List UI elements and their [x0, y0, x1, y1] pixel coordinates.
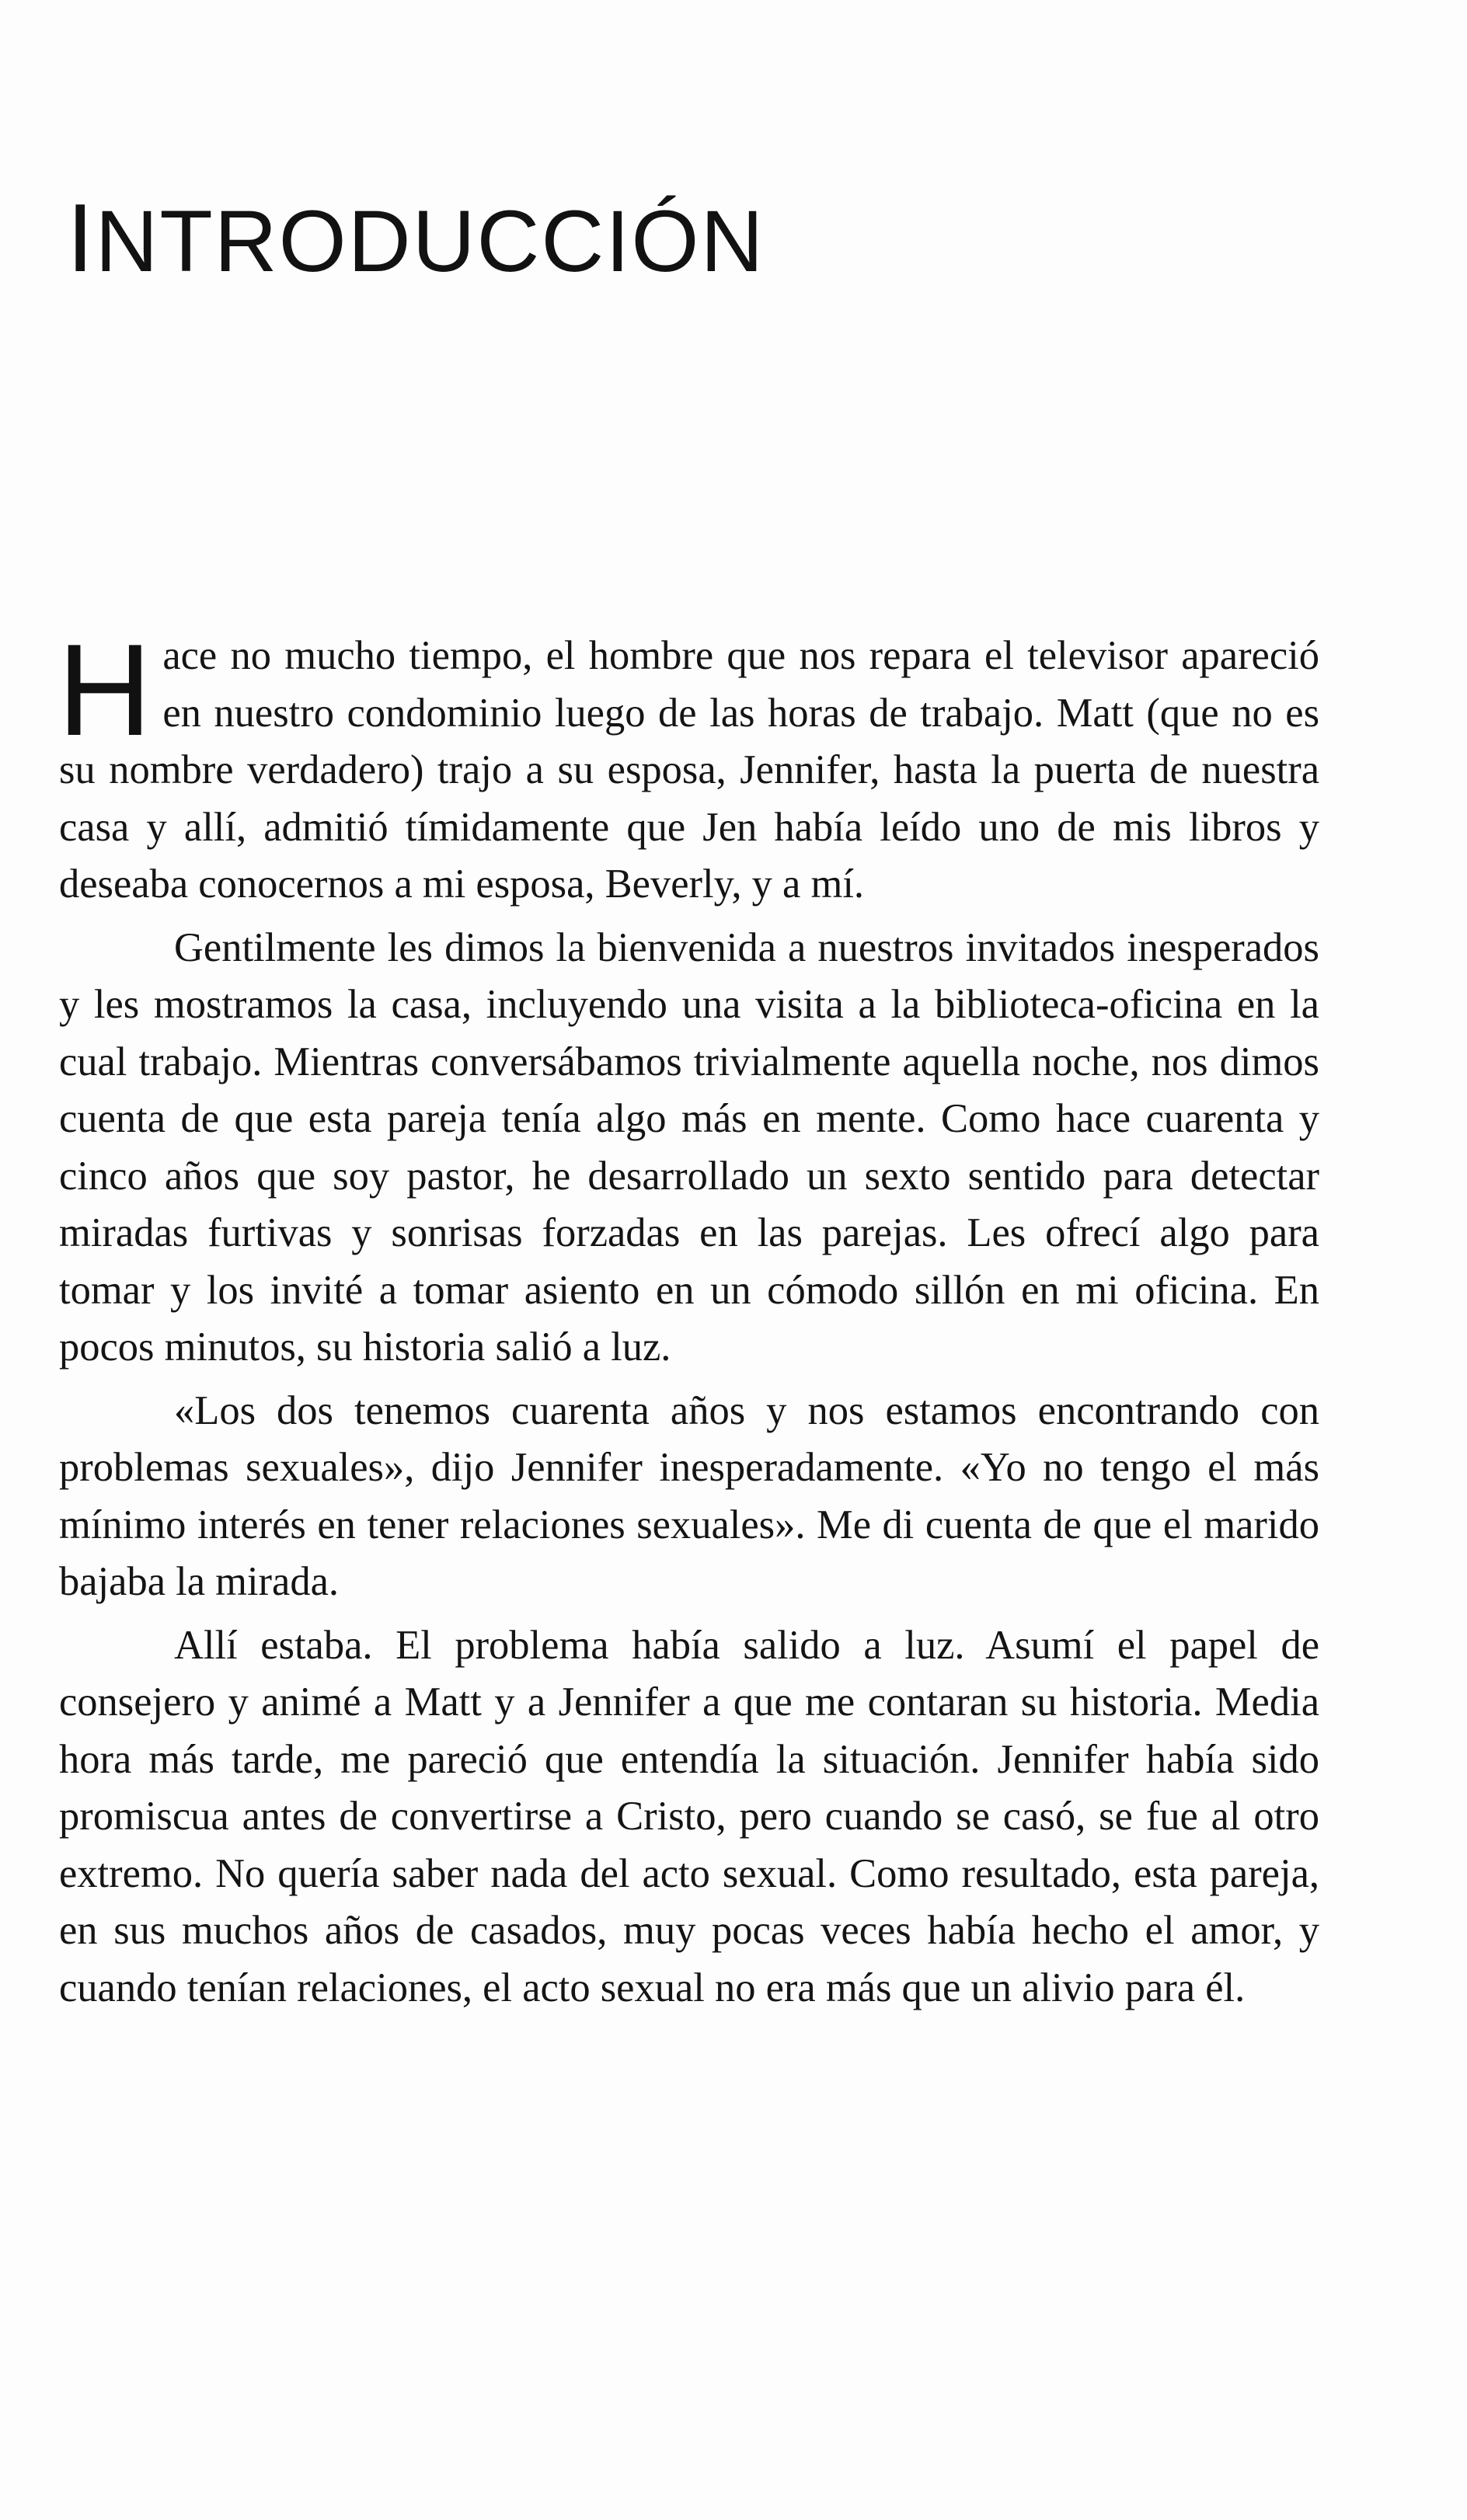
chapter-title-initial: I	[67, 185, 96, 292]
chapter-title-rest: NTRODUCCIÓN	[95, 193, 765, 290]
paragraph-2: Gentilmente les dimos la bienvenida a nuestros invitados inesperados y les mostramos la casa, incluyendo una visita a la biblioteca-oficina en la cual trabajo. Mientras conversábamos trivialmente aquella noche, nos dimos cuenta de que esta pareja tenía algo más en mente. Como hace cuarenta y cinco años que soy pastor, he desarrollado un sexto sentido para detectar miradas furtivas y sonrisas forzadas en las parejas. Les ofrecí algo para tomar y los invité a tomar asiento en un cómodo sillón en mi oficina. En pocos minutos, su historia salió a luz.	[59, 924, 1319, 1370]
paragraph-1-text: ace no mucho tiempo, el hombre que nos repara el televisor apareció en nuestro condominio luego de las horas de trabajo. Matt (que no es su nombre verdadero) trajo a su esposa, Jennifer, hasta la puerta de nuestra casa y allí, admitió tímidamente que Jen había leído uno de mis libros y deseaba conocernos a mi esposa, Beverly, y a mí.	[59, 633, 1319, 907]
paragraph-4: Allí estaba. El problema había salido a luz. Asumí el papel de consejero y animé a Matt y a Jennifer a que me contaran su historia. Media hora más tarde, me pareció que entendía la situación. Jennifer había sido promiscua antes de convertirse a Cristo, pero cuando se casó, se fue al otro extremo. No quería saber nada del acto sexual. Como resultado, esta pareja, en sus muchos años de casados, muy pocas veces había hecho el amor, y cuando tenían relaciones, el acto sexual no era más que un alivio para él.	[59, 1622, 1319, 2010]
paragraph-3: «Los dos tenemos cuarenta años y nos estamos encontrando con problemas sexuales», dijo Jennifer inesperadamente. «Yo no tengo el más mínimo interés en tener relaciones sexuales». Me di cuenta de que el marido bajaba la mirada.	[59, 1387, 1319, 1604]
drop-cap: H	[57, 617, 152, 763]
chapter-body	[57, 617, 1319, 2023]
chapter-title	[67, 185, 765, 292]
paragraph-1	[57, 617, 1319, 914]
